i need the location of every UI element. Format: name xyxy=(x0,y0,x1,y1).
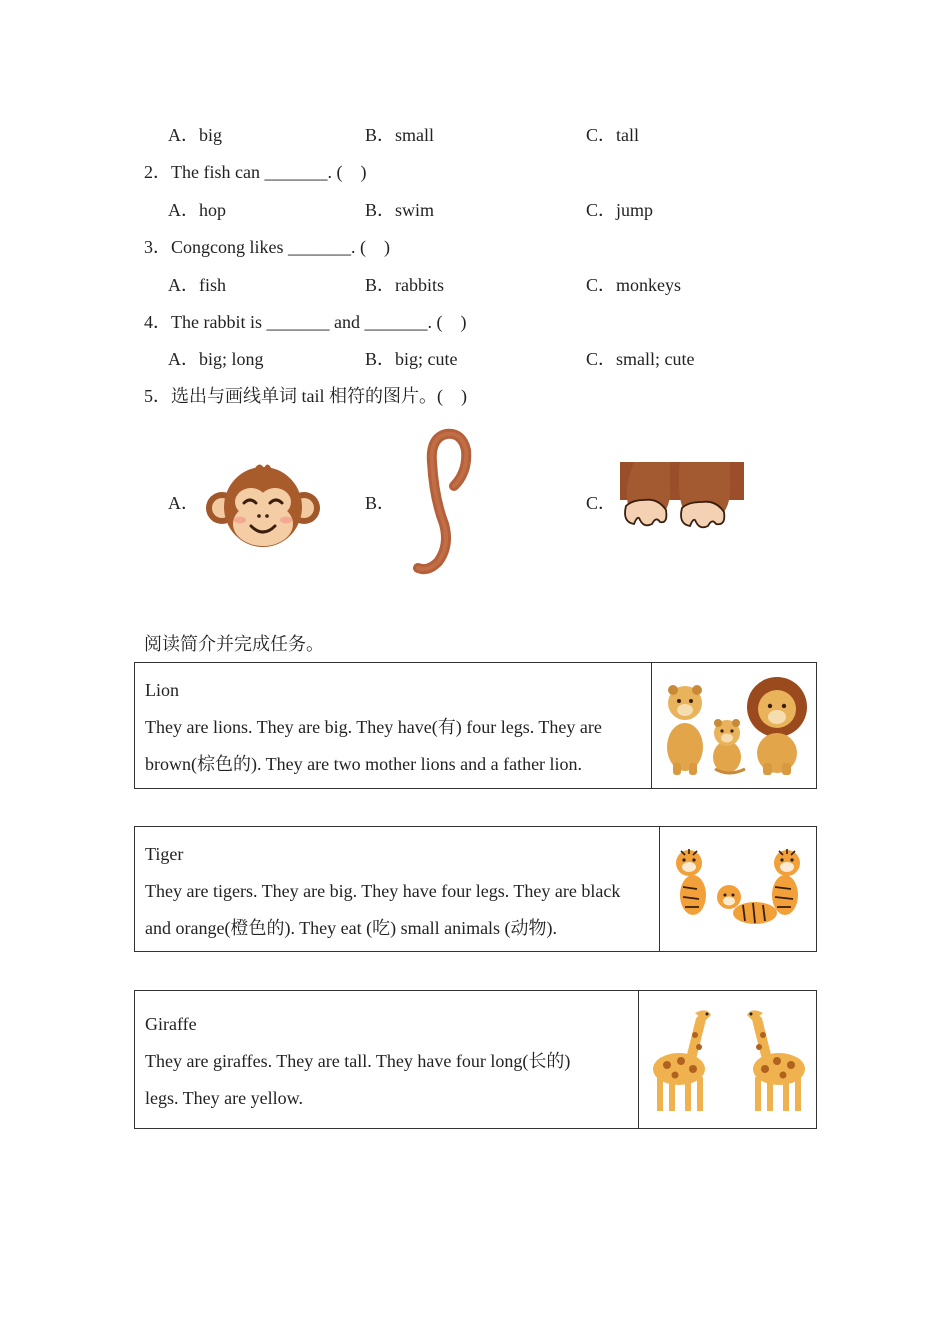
q2-option-c: C．jump xyxy=(586,200,654,220)
q4-stem: 4．The rabbit is _______ and _______. ( ) xyxy=(144,312,467,332)
tiger-card-line-1: They are tigers. They are big. They have four legs. They are black xyxy=(145,881,621,901)
q5-option-c-letter: C． xyxy=(586,493,617,513)
q5-option-a-letter: A． xyxy=(168,493,199,513)
q3-option-b: B．rabbits xyxy=(365,275,445,295)
lion-card-divider xyxy=(651,663,652,788)
giraffe-card-divider xyxy=(638,991,639,1128)
q3-stem: 3．Congcong likes _______. ( ) xyxy=(144,237,390,257)
q4-option-b: B．big; cute xyxy=(365,349,458,369)
giraffe-pair-icon xyxy=(649,1001,809,1115)
q4-option-a: A．big; long xyxy=(168,349,264,369)
q4-option-c: C．small; cute xyxy=(586,349,695,369)
q2-option-a: A．hop xyxy=(168,200,226,220)
lion-card-line-1: They are lions. They are big. They have(有) four legs. They are xyxy=(145,717,602,737)
monkey-face-icon xyxy=(204,460,322,548)
giraffe-card-title: Giraffe xyxy=(145,1014,197,1034)
q5-stem: 5．选出与画线单词 tail 相符的图片。( ) xyxy=(144,386,467,406)
tiger-card xyxy=(134,826,817,952)
lion-family-icon xyxy=(659,673,809,777)
giraffe-card xyxy=(134,990,817,1129)
monkey-tail-icon xyxy=(404,428,474,578)
q2-stem: 2．The fish can _______. ( ) xyxy=(144,162,367,182)
q3-option-a: A．fish xyxy=(168,275,226,295)
tiger-card-line-2: and orange(橙色的). They eat (吃) small animals (动物). xyxy=(145,918,558,938)
q2-option-b: B．swim xyxy=(365,200,435,220)
monkey-paws-icon xyxy=(620,462,744,530)
lion-card xyxy=(134,662,817,789)
q5-option-b-letter: B． xyxy=(365,493,396,513)
tiger-card-divider xyxy=(659,827,660,951)
tiger-cubs-icon xyxy=(667,845,809,931)
lion-card-title: Lion xyxy=(145,680,179,700)
reading-instruction: 阅读简介并完成任务。 xyxy=(144,634,324,654)
q1-option-c: C．tall xyxy=(586,125,640,145)
tiger-card-title: Tiger xyxy=(145,844,184,864)
giraffe-card-line-1: They are giraffes. They are tall. They have four long(长的) xyxy=(145,1051,571,1071)
lion-card-line-2: brown(棕色的). They are two mother lions and a father lion. xyxy=(145,754,583,774)
q1-option-a: A．big xyxy=(168,125,223,145)
q3-option-c: C．monkeys xyxy=(586,275,682,295)
q1-option-b: B．small xyxy=(365,125,435,145)
giraffe-card-line-2: legs. They are yellow. xyxy=(145,1088,303,1108)
